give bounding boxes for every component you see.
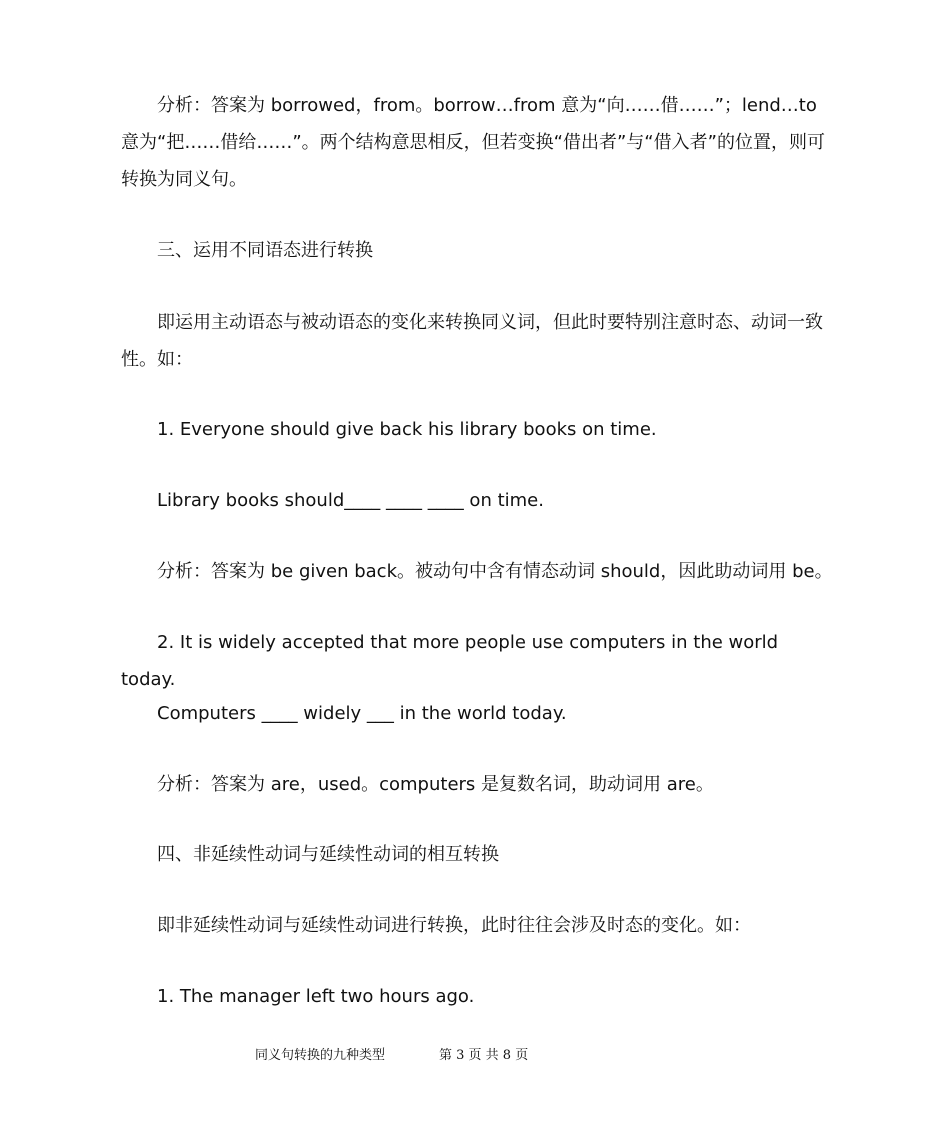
section-heading-voice: 三、运用不同语态进行转换 (157, 240, 373, 261)
example-blank-1: Library books should____ ____ ____ on time. (157, 490, 544, 511)
footer-document-title: 同义句转换的九种类型 (255, 1048, 386, 1063)
page-footer (0, 1042, 950, 1066)
example-sentence-1: 1. Everyone should give back his library books on time. (157, 419, 657, 440)
section-intro-verbs: 即非延续性动词与延续性动词进行转换，此时往往会涉及时态的变化。如： (157, 915, 751, 936)
section-heading-verbs: 四、非延续性动词与延续性动词的相互转换 (157, 844, 499, 865)
analysis-paragraph-1: 分析：答案为 be given back。被动句中含有情态动词 should，因此助动词用 be。 (157, 561, 833, 582)
example-sentence-2: 2. It is widely accepted that more people use computers in the world today. (121, 632, 779, 690)
example-sentence-3: 1. The manager left two hours ago. (157, 986, 475, 1007)
example-blank-2: Computers ____ widely ___ in the world today. (157, 703, 567, 724)
analysis-paragraph-2: 分析：答案为 are，used。computers 是复数名词，助动词用 are。 (157, 774, 714, 795)
section-intro-voice: 即运用主动语态与被动语态的变化来转换同义词，但此时要特别注意时态、动词一致性。如： (121, 312, 823, 370)
footer-page-number: 第 3 页 共 8 页 (439, 1048, 529, 1063)
analysis-paragraph-borrow: 分析：答案为 borrowed，from。borrow…from 意为“向……借……”；lend…to 意为“把……借给……”。两个结构意思相反，但若变换“借出者”与“借入者”的位置，则可转换为同义句。 (121, 95, 825, 190)
